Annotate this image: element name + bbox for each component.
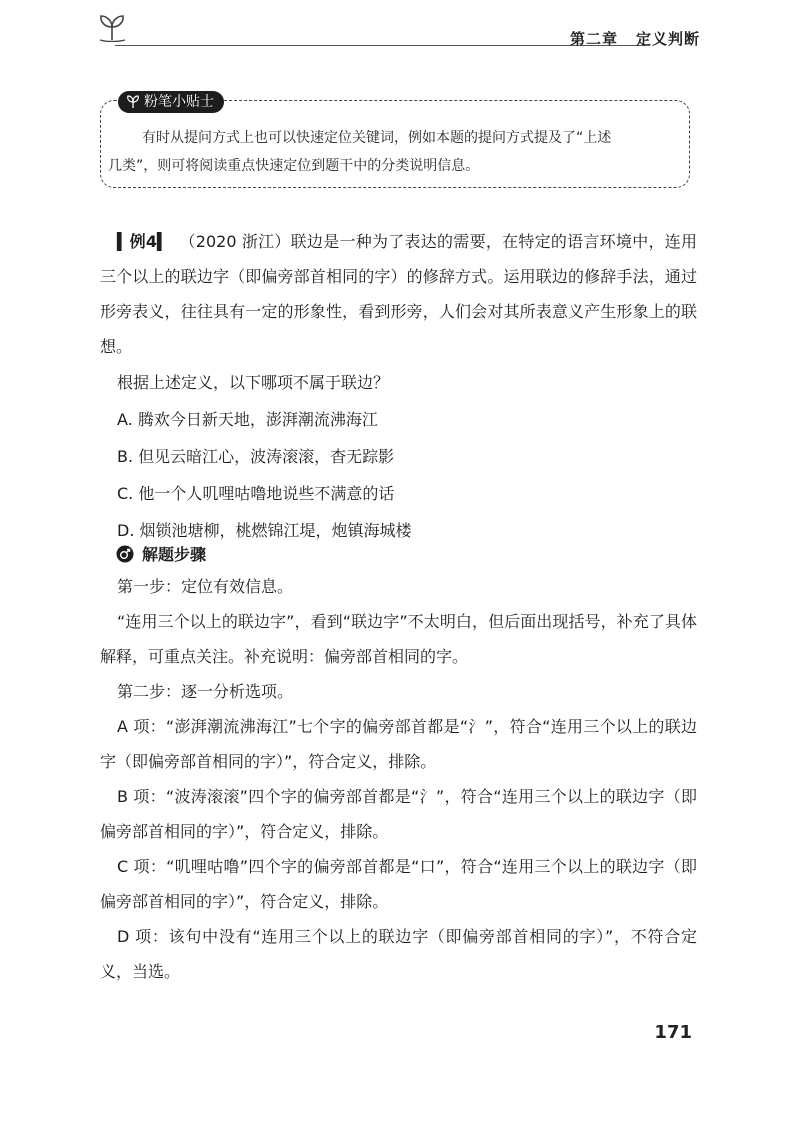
chapter-heading xyxy=(570,28,700,49)
example-label: ▍例4▍ xyxy=(117,232,170,251)
option-d: D. 烟锁池塘柳，桃燃锦江堤，炮镇海城楼 xyxy=(117,521,412,540)
tip-line-1: 有时从提问方式上也可以快速定位关键词，例如本题的提问方式提及了“上述 xyxy=(142,130,612,146)
tip-tag xyxy=(118,91,224,113)
example-text: （2020 浙江）联边是一种为了表达的需要，在特定的语言环境中，连用三个以上的联边字（即偏旁部首相同的字）的修辞方式。运用联边的修辞手法，通过形旁表义，往往具有一定的形象性，看到形旁，人们会对其所表意义产生形象上的联想。 xyxy=(100,232,697,356)
leaf-icon xyxy=(126,95,140,109)
page-header xyxy=(95,12,700,46)
header-rule xyxy=(115,45,645,46)
chapter-number: 第二章 xyxy=(569,30,618,48)
analysis-b: B 项：“波涛滚滚”四个字的偏旁部首都是“氵”，符合“连用三个以上的联边字（即偏旁部首相同的字）”，符合定义，排除。 xyxy=(100,787,697,841)
option-b: B. 但见云暗江心，波涛滚滚，杳无踪影 xyxy=(117,447,395,466)
step1-text: “连用三个以上的联边字”，看到“联边字”不太明白，但后面出现括号，补充了具体解释，可重点关注。补充说明：偏旁部首相同的字。 xyxy=(100,612,697,666)
solution-body xyxy=(100,569,697,989)
bulb-icon xyxy=(116,545,134,563)
question-prompt: 根据上述定义，以下哪项不属于联边？ xyxy=(117,373,390,392)
analysis-d: D 项：该句中没有“连用三个以上的联边字（即偏旁部首相同的字）”，不符合定义，当选。 xyxy=(100,927,697,981)
question-block xyxy=(100,364,697,549)
sprout-icon xyxy=(95,12,129,42)
tip-line-2: 几类”，则可将阅读重点快速定位到题干中的分类说明信息。 xyxy=(108,158,480,174)
chapter-title: 定义判断 xyxy=(635,30,700,48)
example-paragraph xyxy=(100,224,697,364)
step2-title: 第二步：逐一分析选项。 xyxy=(117,682,294,701)
tip-title: 粉笔小贴士 xyxy=(144,94,214,110)
tip-text xyxy=(108,124,680,180)
option-c: C. 他一个人叽哩咕噜地说些不满意的话 xyxy=(117,484,395,503)
solution-heading xyxy=(116,542,206,565)
solution-title: 解题步骤 xyxy=(142,545,207,564)
page-number: 171 xyxy=(654,1022,692,1043)
analysis-a: A 项：“澎湃潮流沸海江”七个字的偏旁部首都是“氵”，符合“连用三个以上的联边字（即偏旁部首相同的字）”，符合定义，排除。 xyxy=(100,717,697,771)
step1-title: 第一步：定位有效信息。 xyxy=(117,577,294,596)
option-a: A. 腾欢今日新天地，澎湃潮流沸海江 xyxy=(117,410,378,429)
analysis-c: C 项：“叽哩咕噜”四个字的偏旁部首都是“口”，符合“连用三个以上的联边字（即偏旁部首相同的字）”，符合定义，排除。 xyxy=(100,857,697,911)
